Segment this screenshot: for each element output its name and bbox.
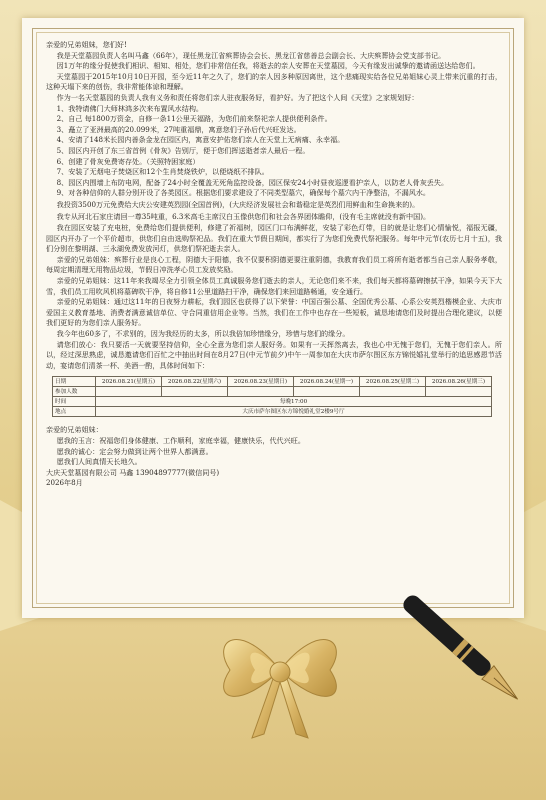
- list-item: 2、自己 每1800万资金，自修一条11公里天福路，为您们前来祭祀亲人提供便利条件。: [56, 114, 332, 124]
- list-item: 9、对各种信仰的人群分别开设了各类园区。根据您们要求建设了不同类型墓穴，确保每个墓穴内干净整洁，不漏风水。: [56, 188, 431, 198]
- attendee-cell[interactable]: [162, 387, 228, 397]
- list-item: 3、矗立了亚洲最高的20.099米，27吨重福鼎，寓意您们子孙后代兴旺发达。: [56, 124, 301, 134]
- closing-wish-1: 愿我的玉言：祝福您们身体健康、工作顺利，家庭幸福，健康快乐，代代兴旺。: [56, 436, 305, 445]
- gold-bow-icon: [200, 600, 360, 740]
- letter-date: 2026年8月: [46, 478, 83, 488]
- row-label-date: 日期: [53, 377, 96, 387]
- paragraph-intro: 我是天堂墓园负责人名叫马鑫（66年），现任黑龙江省殡葬协会会长、黑龙江省慈善总会副会长、大庆殡葬协会党支部书记。: [56, 50, 446, 60]
- row-label-time: 时间: [53, 397, 96, 407]
- date-cell: 2026.08.21(星期五): [96, 377, 162, 387]
- paragraph-invitation: 请您们放心：我只要活一天就要坚持信仰，全心全意为您们亲人服好务。如果有一天挥然离去，我也心中无愧于您们，无愧于您们亲人。所以，经过深思熟虑，诚恳邀请您们百忙之中抽出时间在8月27日(中元节前夕)中午一周参加在大庆市萨尔图区东方锦悦婚礼堂举行的追思感恩节活动，宴请您们清茶一杯、美酒一酌，具体时间如下：: [46, 339, 502, 370]
- date-cell: 2026.08.22(星期六): [162, 377, 228, 387]
- paragraph-martyrs: 我投资3500万元免费给大庆公安建英烈园(全国首例)，(大庆经济发展社会和谐稳定是英烈们用鲜血和生命换来的)。: [56, 199, 420, 209]
- place-cell: 大庆市萨尔图区东方锦悦婚礼堂2楼9号厅: [96, 407, 492, 417]
- date-cell: 2026.08.25(星期二): [360, 377, 426, 387]
- greeting: 亲爱的兄弟姐妹，您们好!: [46, 40, 127, 49]
- closing-wish-3: 愿我们人间真情天长地久。: [56, 457, 142, 467]
- paragraph-service: 亲爱的兄弟姐妹：殡葬行业是良心工程，阴德大于阳德，我不仅要积阴德更要注重阴德，我教育我们员工将所有逝者都当自己亲人服务孝敬，每周定期清理无用物品垃圾，节假日冲洗孝心员工发放奖励。: [46, 254, 502, 275]
- list-item: 6、创建了骨灰免费寄存处。（关照特困家庭）: [56, 156, 200, 166]
- attendee-cell[interactable]: [360, 387, 426, 397]
- table-row: [53, 397, 492, 407]
- list-item: 8、园区内围墙上布防电网，配备了24小时全覆盖无死角监控设备，园区保安24小时昼夜巡逻看护亲人，以防老人骨灰丢失。: [56, 177, 449, 187]
- attendee-cell[interactable]: [228, 387, 294, 397]
- paragraph-history: 天堂墓园于2015年10月10日开园，至今近11年之久了，您们的亲人因多种原因离世，这个悲痛现实给各位兄弟姐妹心灵上带来沉重的打击，这种天塌下来的创伤，我非常能体谅和理解。: [46, 71, 502, 92]
- row-label-place: 地点: [53, 407, 96, 417]
- paragraph-age: 我今年也60多了，不求别的，因为我经历的太多，所以我倍加珍惜缘分，珍惜与您们的缘分。: [56, 329, 350, 339]
- attendee-cell[interactable]: [96, 387, 162, 397]
- paragraph-relation: 因1万年的缘分促使我们相识、相知、相处，您们非常信任我，将逝去的亲人安葬在天堂墓园，今天有缘发出诚挚的邀请函送达给您们。: [56, 61, 480, 71]
- paragraph-duty: 作为一名天堂墓园的负责人我有义务和责任将您们亲人驻夜服务好，看护好。为了把这个人间《天堂》之家规划好：: [56, 92, 419, 102]
- signature: 大庆天堂墓园有限公司 马鑫 13904897777(微信同号): [46, 467, 220, 477]
- row-label-attendees: 参加人数: [53, 387, 96, 397]
- date-cell: 2026.08.23(星期日): [228, 377, 294, 387]
- time-cell: 每晚17:00: [96, 397, 492, 407]
- attendee-cell[interactable]: [294, 387, 360, 397]
- list-item: 7、安装了无烟电子焚烧区和12个生肖焚烧铁炉，以便烧纸不排队。: [56, 167, 269, 177]
- paragraph-statue: 我专从河北石家庄请回一尊35吨重，6.3米高毛主席汉白玉像供您们和社会各界团体瞻仰，(没有毛主席就没有新中国)。: [56, 211, 431, 221]
- closing-wish-2: 愿我的诚心：定会努力做到让两个世界人都满意。: [56, 446, 213, 456]
- paragraph-facilities: 我在园区安装了充电桩，免费给您们提供便利，修建了祈福树，园区门口布满鲜花，安装了彩色灯带，目的就是让您们心情愉悦，福报无疆，园区内开办了一个平价超市，供您们自由选购祭祀品。我们在重大节假日期间，都实行了为您们免费代祭祀服务。每年中元节(农历七月十五)，我们分别在黎明湖、三永湖免费发放河灯，供您们祭祀逝去亲人。: [46, 223, 502, 254]
- schedule-table: [52, 376, 492, 417]
- table-row: [53, 387, 492, 397]
- table-row: [53, 377, 492, 387]
- letter-content: [46, 40, 502, 489]
- letter-paper: [22, 18, 524, 618]
- list-item: 5、园区内开创了东三省首例《骨灰》告别厅，便于您们挥送逝者亲人最后一程。: [56, 145, 310, 155]
- attendee-cell[interactable]: [426, 387, 492, 397]
- list-item: 4、安请了148米长园内善条金龙在园区内，寓意安护佑您们亲人在天堂上无病痛、永幸福。: [56, 135, 345, 145]
- closing-salute: 亲爱的兄弟姐妹：: [46, 425, 103, 435]
- list-item: 1、我特请佛门大师林鸿多次来布置风水结构。: [56, 103, 204, 113]
- date-cell: 2026.08.26(星期三): [426, 377, 492, 387]
- date-cell: 2026.08.24(星期一): [294, 377, 360, 387]
- paragraph-honors: 亲爱的兄弟姐妹：通过这11年的日夜努力耕耘，我们园区也获得了以下荣誉：中国百强公墓、全国优秀公墓、心系公安英烈楷模企业、大庆市爱国主义教育基地、消费者满意诚信单位、守合同重信用企业等。当然，我们在工作中也存在一些短板，诚恳地请您们及时提出合理化建议，以便我们更好的为您们亲人服务好。: [46, 297, 502, 328]
- paragraph-effort: 亲爱的兄弟姐妹：这11年来我竭尽全力引领全体员工真诚服务您们逝去的亲人，无论您们来不来，我们每天都将墓碑擦拭干净，如果今天下大雪，我们员工用吹风机将墓碑吹干净，将自修11公里道路扫干净，确保您们来回道路畅通，安全通行。: [46, 276, 502, 296]
- fountain-pen-icon: [400, 580, 540, 730]
- table-row: [53, 407, 492, 417]
